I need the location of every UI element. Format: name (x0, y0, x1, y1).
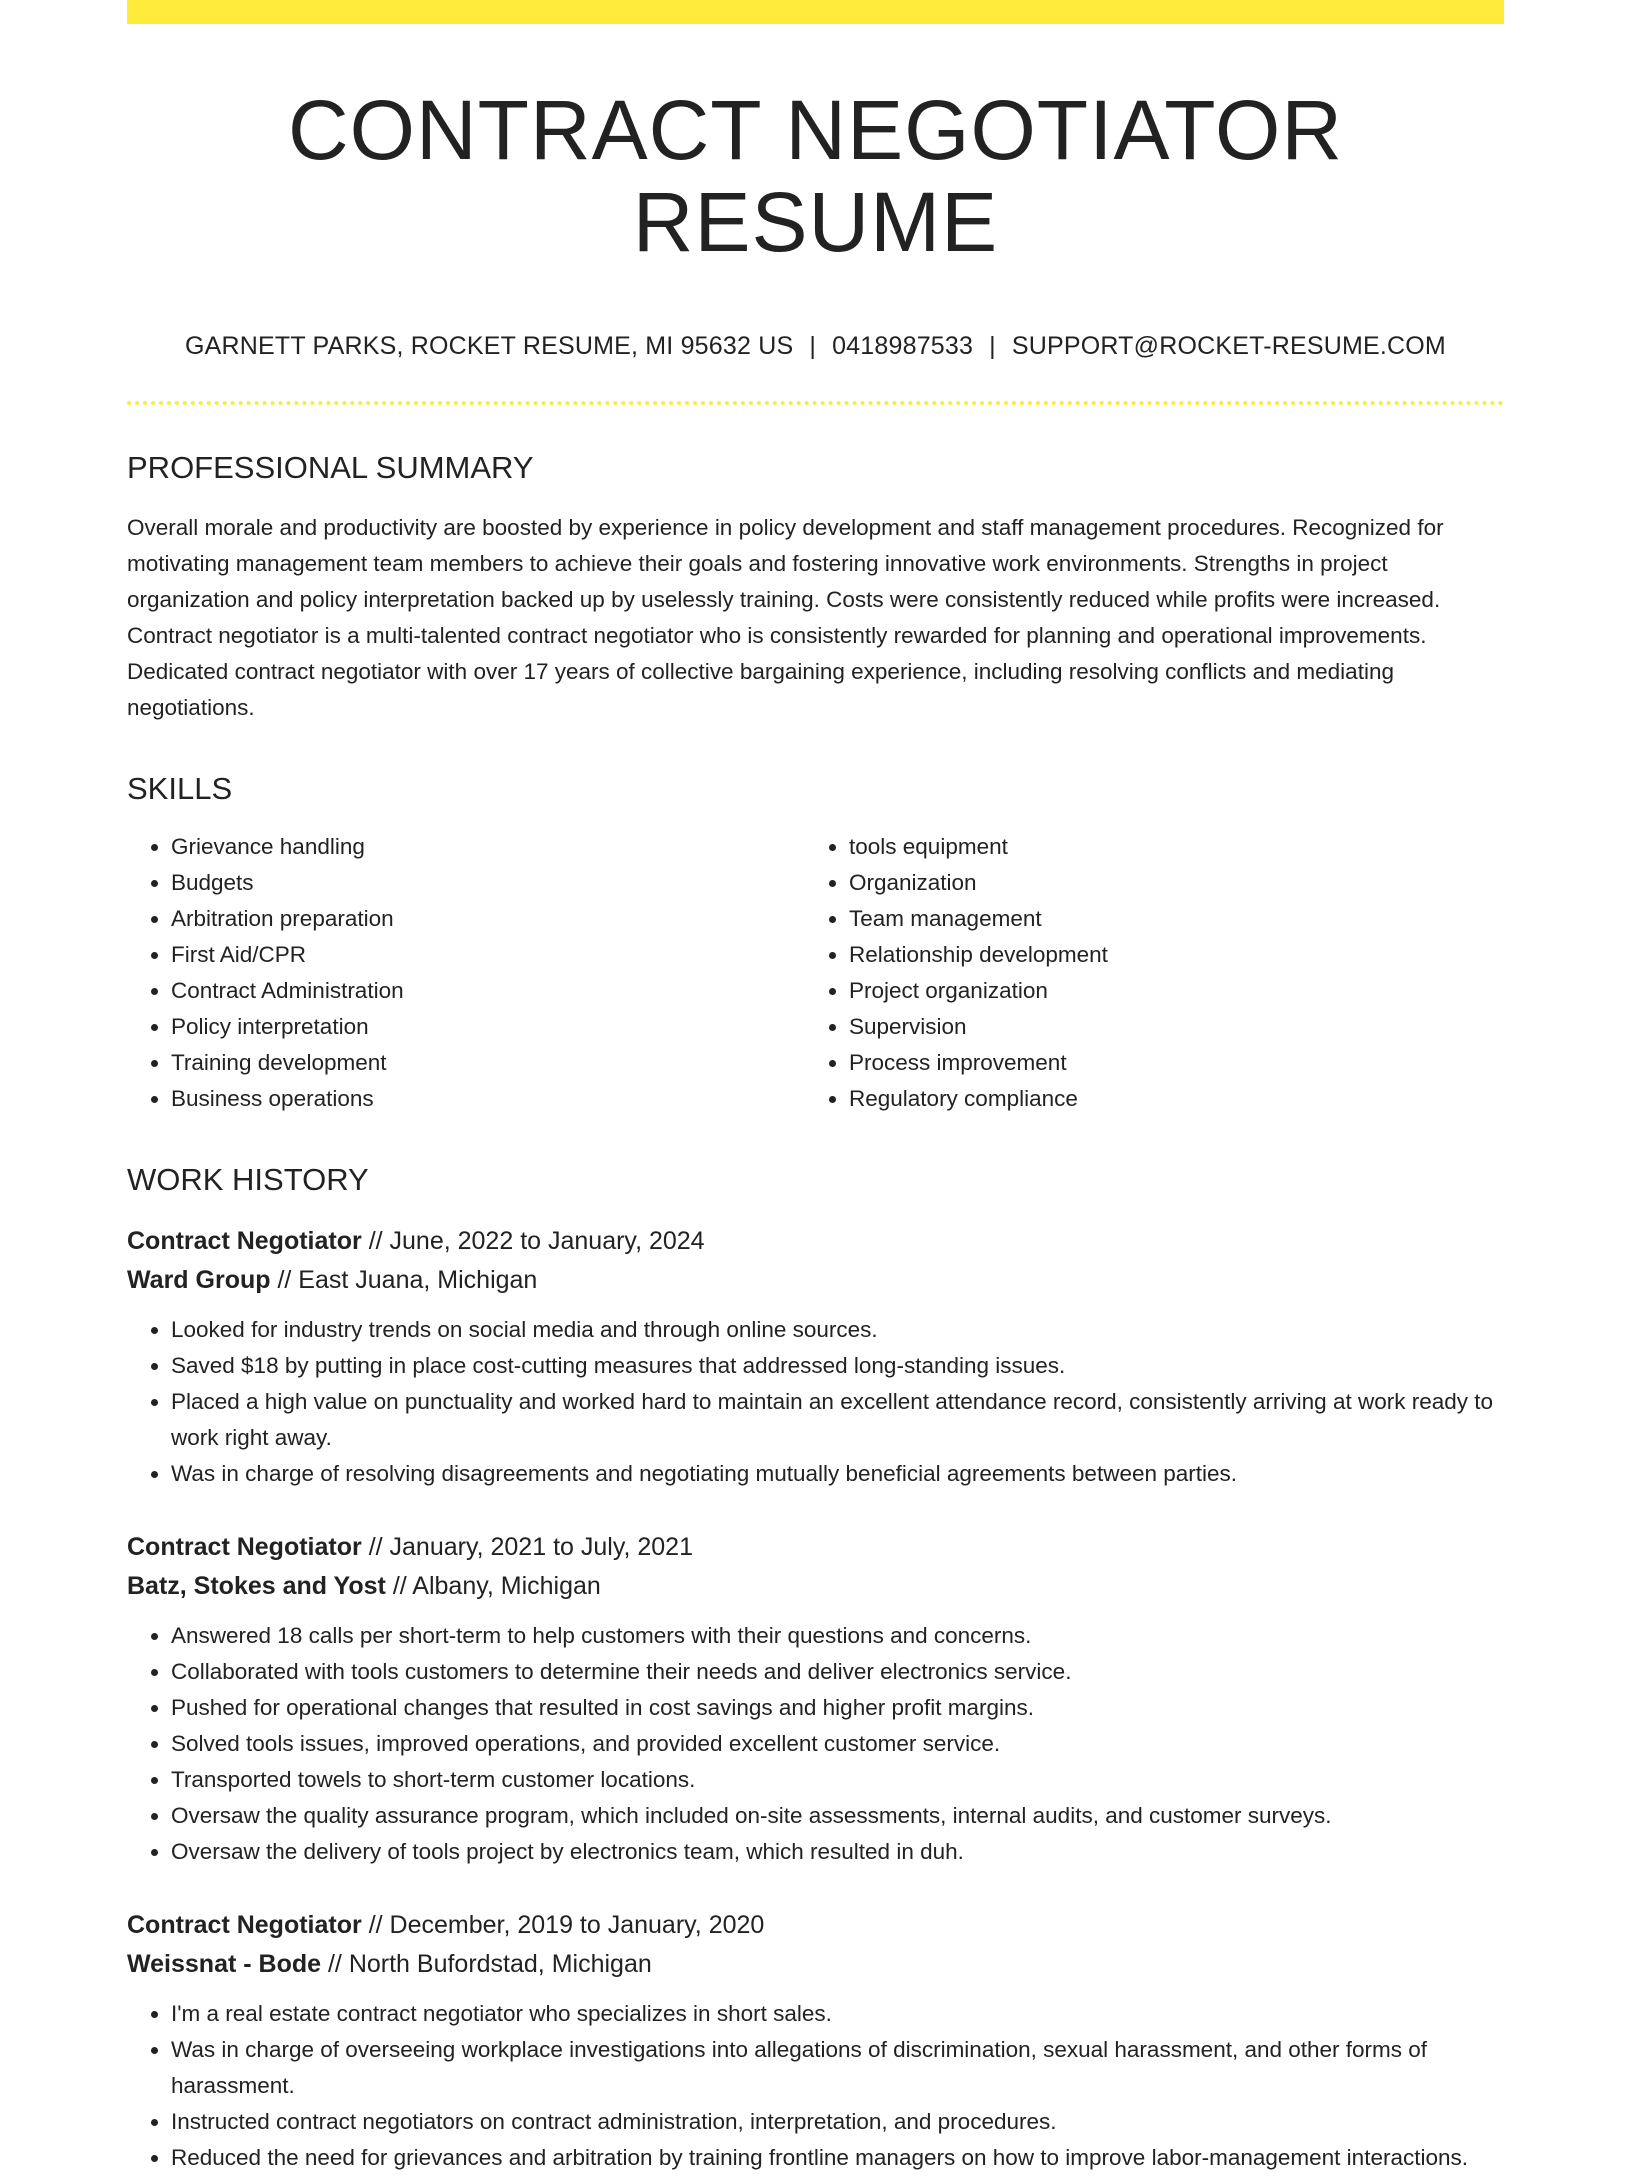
skill-item: • Process improvement (849, 1045, 1483, 1081)
dotted-divider (127, 401, 1504, 405)
skill-item: • Organization (849, 865, 1483, 901)
contact-address: GARNETT PARKS, ROCKET RESUME, MI 95632 US (185, 331, 794, 360)
skill-item: • Training development (171, 1045, 805, 1081)
job-company-line (127, 1945, 1504, 1984)
job-entry (127, 1222, 1504, 1492)
job-title-line (127, 1222, 1504, 1261)
job-dates: // June, 2022 to January, 2024 (368, 1227, 705, 1256)
job-bullet: • Pushed for operational changes that resulted in cost savings and higher profit margins. (171, 1690, 1504, 1726)
job-location: // Albany, Michigan (392, 1572, 601, 1601)
skill-item: • Project organization (849, 973, 1483, 1009)
accent-top-bar (127, 0, 1504, 24)
job-bullet: • Placed a high value on punctuality and worked hard to maintain an excellent attendance record, consistently arriving at work ready to work right away. (171, 1384, 1504, 1456)
contact-line (127, 331, 1504, 361)
job-bullets (127, 1618, 1504, 1870)
job-title-line (127, 1906, 1504, 1945)
resume-page (127, 0, 1504, 2176)
skill-item: • Policy interpretation (171, 1009, 805, 1045)
job-company-line (127, 1261, 1504, 1300)
job-bullet: • Was in charge of overseeing workplace investigations into allegations of discrimination, sexual harassment, and other forms of harassment. (171, 2032, 1504, 2104)
contact-phone: 0418987533 (832, 331, 974, 360)
skill-item: • Business operations (171, 1081, 805, 1117)
job-company-line (127, 1567, 1504, 1606)
job-company: Weissnat - Bode (127, 1950, 322, 1979)
contact-separator: | (989, 331, 996, 360)
job-title: Contract Negotiator (127, 1227, 362, 1256)
job-dates: // January, 2021 to July, 2021 (368, 1533, 693, 1562)
job-bullet: • Oversaw the quality assurance program, which included on-site assessments, internal audits, and customer surveys. (171, 1798, 1504, 1834)
skill-item: • Supervision (849, 1009, 1483, 1045)
job-location: // North Bufordstad, Michigan (327, 1950, 652, 1979)
job-entry (127, 1528, 1504, 1870)
skill-item: • Arbitration preparation (171, 901, 805, 937)
job-bullet: • Looked for industry trends on social media and through online sources. (171, 1312, 1504, 1348)
skill-item: • tools equipment (849, 829, 1483, 865)
job-bullet: • Oversaw the delivery of tools project by electronics team, which resulted in duh. (171, 1834, 1504, 1870)
skills-column-right (805, 829, 1483, 1117)
contact-separator: | (809, 331, 817, 360)
job-bullet: • I'm a real estate contract negotiator who specializes in short sales. (171, 1996, 1504, 2032)
skill-item: • Grievance handling (171, 829, 805, 865)
work-history-heading: WORK HISTORY (127, 1162, 369, 1198)
skill-item: • Regulatory compliance (849, 1081, 1483, 1117)
job-title: Contract Negotiator (127, 1911, 362, 1940)
job-bullet: • Reduced the need for grievances and arbitration by training frontline managers on how to improve labor-management interactions. (171, 2140, 1504, 2176)
job-bullet: • Saved $18 by putting in place cost-cutting measures that addressed long-standing issues. (171, 1348, 1504, 1384)
skill-item: • Budgets (171, 865, 805, 901)
skill-item: • Team management (849, 901, 1483, 937)
summary-heading: PROFESSIONAL SUMMARY (127, 449, 534, 485)
job-company: Ward Group (127, 1266, 271, 1295)
job-title: Contract Negotiator (127, 1533, 362, 1562)
contact-email: SUPPORT@ROCKET-RESUME.COM (1011, 331, 1446, 360)
job-company: Batz, Stokes and Yost (127, 1572, 386, 1601)
skill-item: • Contract Administration (171, 973, 805, 1009)
job-bullet: • Instructed contract negotiators on contract administration, interpretation, and procedures. (171, 2104, 1504, 2140)
job-bullet: • Was in charge of resolving disagreements and negotiating mutually beneficial agreements between parties. (171, 1456, 1504, 1492)
skills-list (127, 829, 1504, 1117)
resume-title: CONTRACT NEGOTIATOR RESUME (287, 83, 1344, 270)
job-bullets (127, 1312, 1504, 1492)
job-bullet: • Collaborated with tools customers to determine their needs and deliver electronics service. (171, 1654, 1504, 1690)
job-title-line (127, 1528, 1504, 1567)
job-bullets (127, 1996, 1504, 2176)
job-location: // East Juana, Michigan (277, 1266, 538, 1295)
job-dates: // December, 2019 to January, 2020 (368, 1911, 765, 1940)
skill-item: • Relationship development (849, 937, 1483, 973)
job-entry (127, 1906, 1504, 2176)
summary-text: Overall morale and productivity are boosted by experience in policy development and staff management procedures. Recognized for motivating management team members to achieve their goals and fostering innovative work environments. Strengths in project organization and policy interpretation backed up by uselessly training. Costs were consistently reduced while profits were increased. Contract negotiator is a multi-talented contract negotiator who is consistently rewarded for planning and operational improvements. Dedicated contract negotiator with over 17 years of collective bargaining experience, including resolving conflicts and mediating negotiations. (127, 514, 1444, 720)
skill-item: • First Aid/CPR (171, 937, 805, 973)
job-bullet: • Solved tools issues, improved operations, and provided excellent customer service. (171, 1726, 1504, 1762)
job-bullet: • Transported towels to short-term customer locations. (171, 1762, 1504, 1798)
skills-column-left (127, 829, 805, 1117)
job-bullet: • Answered 18 calls per short-term to help customers with their questions and concerns. (171, 1618, 1504, 1654)
skills-heading: SKILLS (127, 770, 233, 806)
